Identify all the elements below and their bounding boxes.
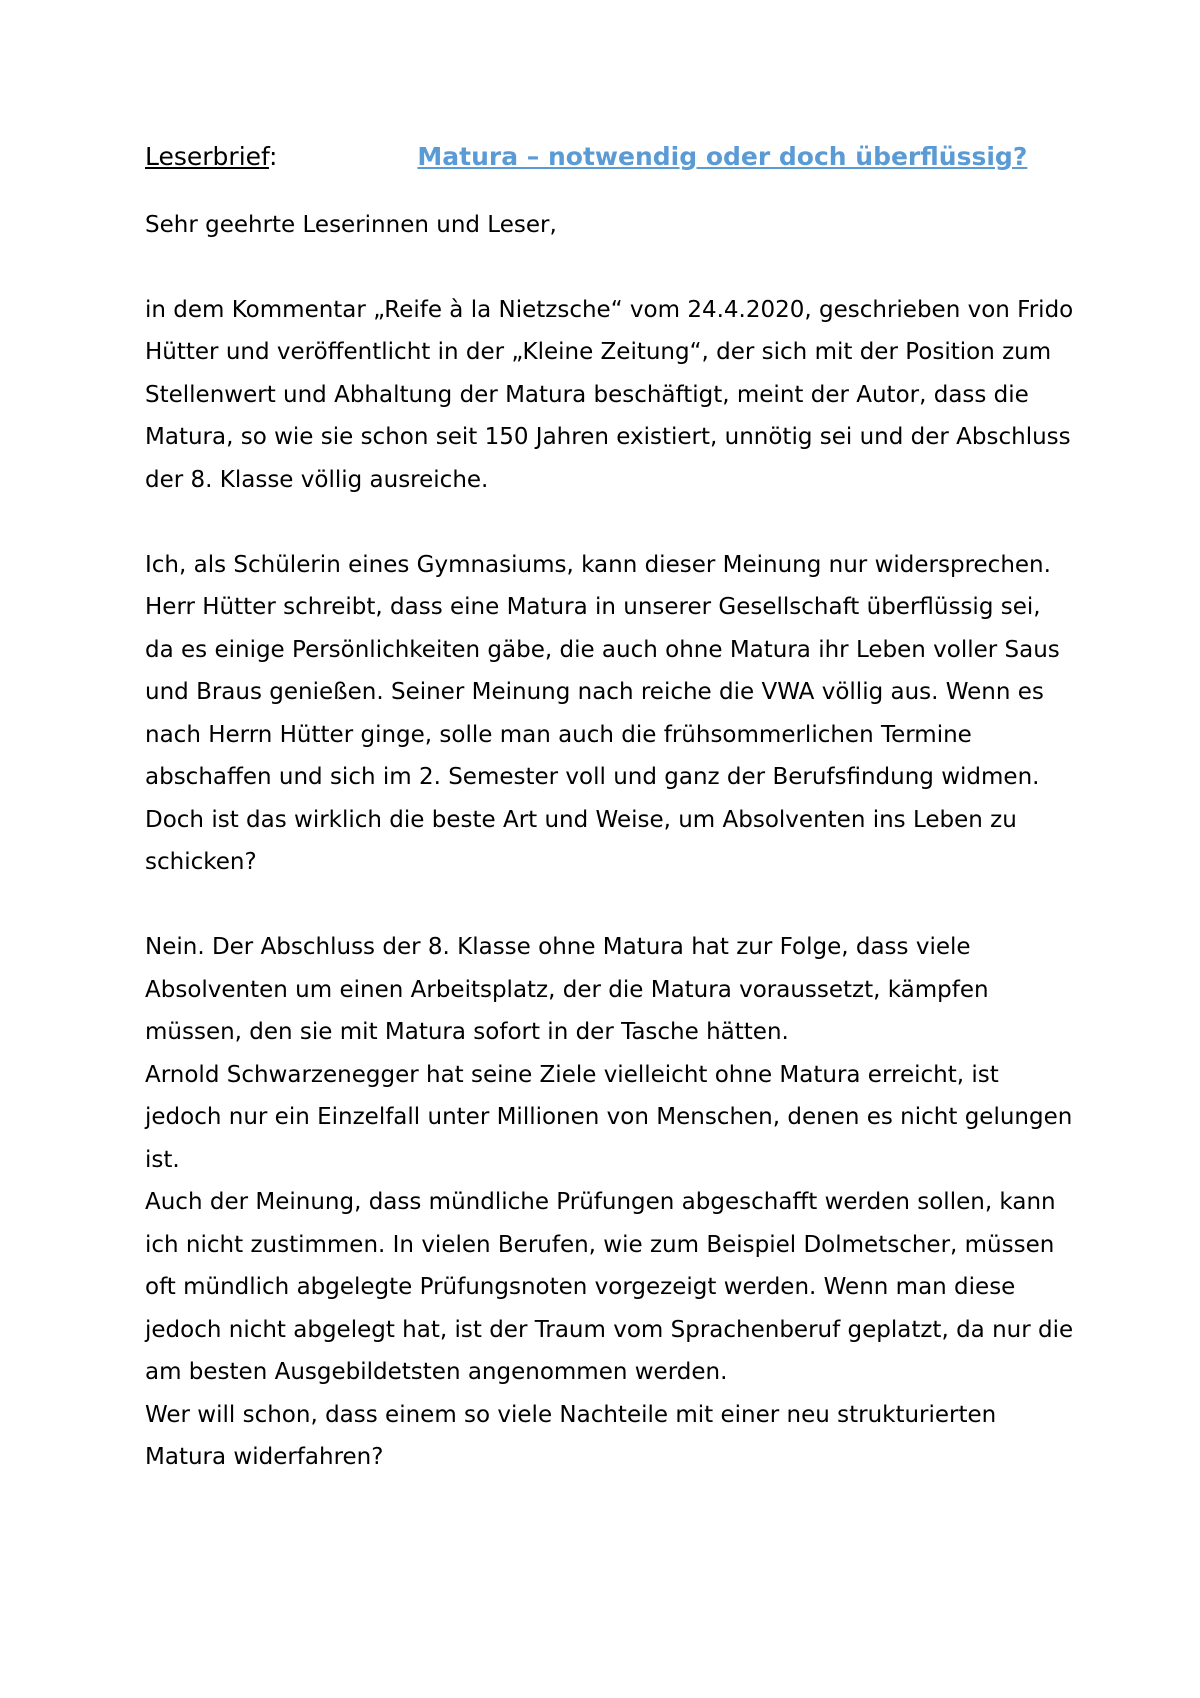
- letter-heading: [145, 140, 1075, 174]
- paragraph-conclusion: Wer will schon, dass einem so viele Nachteile mit einer neu strukturierten Matura widerfahren?: [145, 1401, 997, 1470]
- heading-label: Leserbrief: [145, 142, 269, 171]
- paragraph-gap: [145, 246, 1075, 289]
- paragraph-opinion: Ich, als Schülerin eines Gymnasiums, kann dieser Meinung nur widersprechen. Herr Hütter schreibt, dass eine Matura in unserer Gesellschaft überflüssig sei, da es einige Persönlichkeiten gäbe, die auch ohne Matura ihr Leben voller Saus und Braus genießen. Seiner Meinung nach reiche die VWA völlig aus. Wenn es nach Herrn Hütter ginge, solle man auch die frühsommerlichen Termine abschaffen und sich im 2. Semester voll und ganz der Berufsfindung widmen. Doch ist das wirklich die beste Art und Weise, um Absolventen ins Leben zu schicken?: [145, 551, 1060, 875]
- heading-colon: :: [268, 142, 278, 171]
- paragraph-argument-2: Arnold Schwarzenegger hat seine Ziele vielleicht ohne Matura erreicht, ist jedoch nur ein Einzelfall unter Millionen von Menschen, denen es nicht gelungen ist.: [145, 1061, 1073, 1173]
- paragraph-argument-3: Auch der Meinung, dass mündliche Prüfungen abgeschafft werden sollen, kann ich nicht zustimmen. In vielen Berufen, wie zum Beispiel Dolmetscher, müssen oft mündlich abgelegte Prüfungsnoten vorgezeigt werden. Wenn man diese jedoch nicht abgelegt hat, ist der Traum vom Sprachenberuf geplatzt, da nur die am besten Ausgebildetsten angenommen werden.: [145, 1189, 1074, 1385]
- document-page: [145, 140, 1075, 1479]
- greeting: Sehr geehrte Leserinnen und Leser,: [145, 212, 557, 238]
- paragraph-gap: [145, 501, 1075, 544]
- letter-title: Matura – notwendig oder doch überflüssig?: [417, 142, 1028, 171]
- paragraph-intro: in dem Kommentar „Reife à la Nietzsche“ vom 24.4.2020, geschrieben von Frido Hütter und veröffentlicht in der „Kleine Zeitung“, der sich mit der Position zum Stellenwert und Abhaltung der Matura beschäftigt, meint der Autor, dass die Matura, so wie sie schon seit 150 Jahren existiert, unnötig sei und der Abschluss der 8. Klasse völlig ausreiche.: [145, 296, 1074, 493]
- paragraph-argument-1: Nein. Der Abschluss der 8. Klasse ohne Matura hat zur Folge, dass viele Absolventen um einen Arbeitsplatz, der die Matura voraussetzt, kämpfen müssen, den sie mit Matura sofort in der Tasche hätten.: [145, 934, 989, 1045]
- paragraph-gap: [145, 884, 1075, 927]
